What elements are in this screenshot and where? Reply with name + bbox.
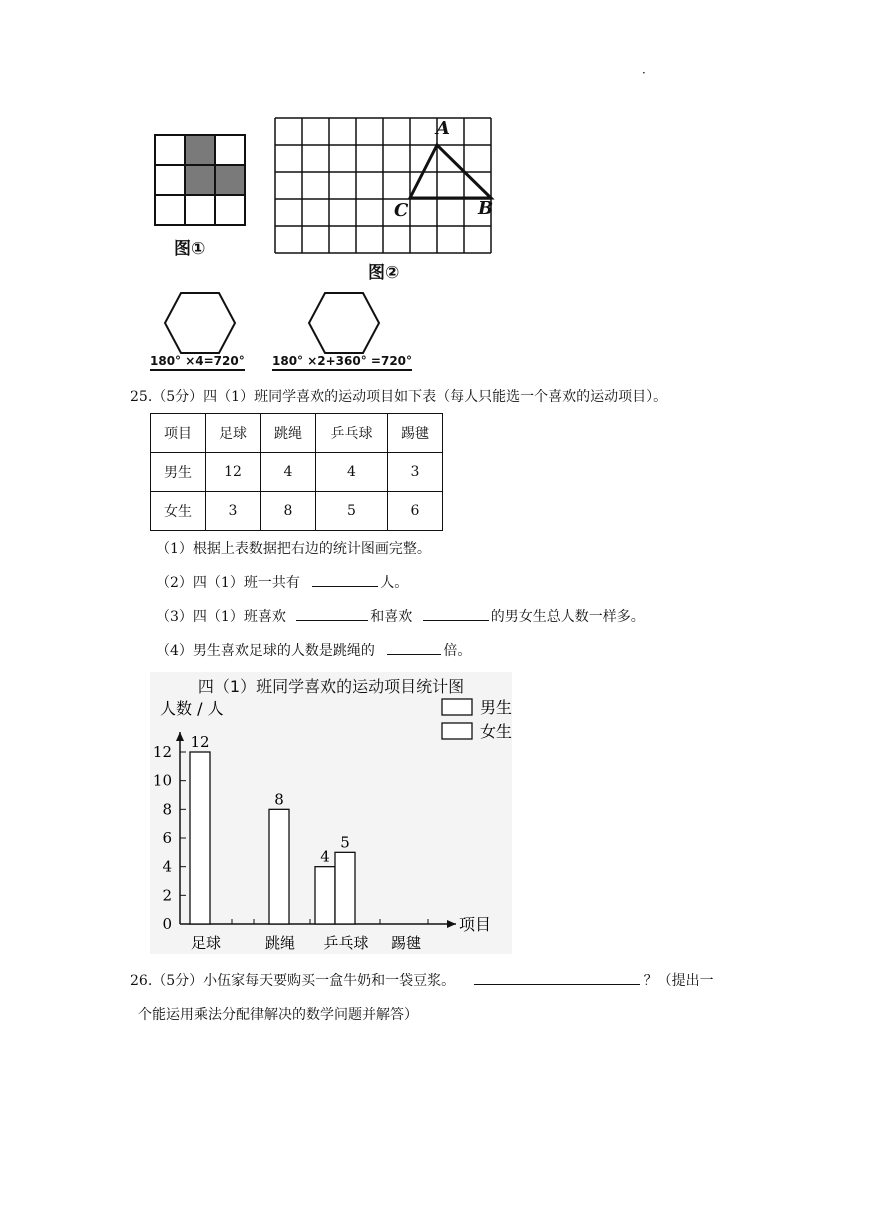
- q25-sub3-tail: 的男女生总人数一样多。: [490, 609, 645, 625]
- bar-value-label: 8: [274, 790, 284, 809]
- x-tick-label: 足球: [190, 934, 222, 952]
- y-tick-label: 2: [162, 886, 172, 905]
- figure2-grid: [272, 115, 496, 260]
- q25-sub4-text: （4）男生喜欢足球的人数是跳绳的: [156, 643, 375, 659]
- y-axis-label: 人数 / 人: [160, 699, 224, 718]
- table-cell: 12: [206, 453, 261, 492]
- bar-value-label: 12: [190, 733, 210, 751]
- table-cell: 4: [261, 453, 316, 492]
- chart-title: 四（1）班同学喜欢的运动项目统计图: [197, 677, 465, 696]
- y-tick-label: 8: [162, 800, 172, 819]
- sports-table: [150, 413, 443, 531]
- table-row: [151, 492, 443, 531]
- table-header-cell: 项目: [151, 414, 206, 453]
- legend-label: 男生: [480, 698, 512, 717]
- table-cell: 4: [316, 453, 388, 492]
- y-axis-arrow: [176, 732, 184, 741]
- y-tick-label: 0: [162, 915, 172, 933]
- y-tick-label: 10: [152, 771, 172, 790]
- q25-sub3-text: （3）四（1）班喜欢: [156, 609, 286, 625]
- q25-sub4-tail: 倍。: [443, 643, 472, 659]
- answer-blank[interactable]: [387, 640, 441, 655]
- table-header-cell: 踢毽: [388, 414, 443, 453]
- answer-blank[interactable]: [474, 970, 640, 985]
- x-tick-label: 踢毽: [390, 934, 422, 952]
- q25-title: 25.（5分）四（1）班同学喜欢的运动项目如下表（每人只能选一个喜欢的运动项目）。: [130, 389, 668, 405]
- q26-text: 26.（5分）小伍家每天要购买一盒牛奶和一袋豆浆。: [130, 973, 456, 989]
- figure1-grid: [152, 132, 248, 228]
- q25-sub2-text: （2）四（1）班一共有: [156, 575, 300, 591]
- q25-sub4: [156, 640, 471, 660]
- table-cell: 5: [316, 492, 388, 531]
- legend-label: 女生: [480, 722, 512, 741]
- table-cell: 8: [261, 492, 316, 531]
- y-tick-label: 12: [152, 743, 172, 761]
- q25-sub3-mid: 和喜欢: [370, 609, 413, 625]
- answer-blank[interactable]: [296, 606, 368, 621]
- bar: [190, 752, 210, 924]
- y-tick-label: 6: [162, 829, 172, 847]
- q25-sub2: [156, 572, 408, 592]
- table-cell: 3: [206, 492, 261, 531]
- q25-sub2-tail: 人。: [380, 575, 409, 591]
- point-a-label: A: [436, 118, 450, 139]
- y-tick-label: 4: [162, 857, 172, 876]
- shaded-cell: [186, 166, 214, 194]
- point-c-label: C: [394, 200, 409, 221]
- hexagon-right: [306, 290, 382, 356]
- shaded-cell: [216, 166, 244, 194]
- q26-line1: [130, 970, 714, 990]
- hexagon-left: [162, 290, 238, 356]
- bar-value-label: 5: [340, 833, 350, 852]
- page-mark: ·: [642, 66, 646, 80]
- table-row: [151, 453, 443, 492]
- figure2-label: 图②: [368, 263, 400, 283]
- x-tick-label: 跳绳: [264, 934, 296, 952]
- bar: [335, 852, 355, 924]
- table-cell: 6: [388, 492, 443, 531]
- x-tick-label: 乒乓球: [323, 934, 369, 952]
- q26-text-tail: ？（提出一: [643, 973, 714, 989]
- bar: [315, 867, 335, 924]
- x-axis-label: 项目: [459, 915, 492, 934]
- legend-swatch: [442, 723, 472, 739]
- point-b-label: B: [478, 198, 494, 219]
- shaded-cell: [186, 136, 214, 164]
- q25-sub3: [156, 606, 645, 626]
- legend-swatch: [442, 699, 472, 715]
- answer-blank[interactable]: [312, 572, 378, 587]
- bar-chart: [150, 672, 512, 954]
- q26-line2: 个能运用乘法分配律解决的数学问题并解答）: [138, 1007, 418, 1023]
- table-cell: 3: [388, 453, 443, 492]
- table-header-cell: 跳绳: [261, 414, 316, 453]
- formula-right: 180° ×2+360° =720°: [272, 354, 412, 371]
- answer-blank[interactable]: [423, 606, 489, 621]
- table-cell: 男生: [151, 453, 206, 492]
- x-axis-arrow: [447, 920, 456, 928]
- q25-sub1: （1）根据上表数据把右边的统计图画完整。: [156, 541, 431, 557]
- figure1-label: 图①: [174, 239, 206, 259]
- table-header-cell: 足球: [206, 414, 261, 453]
- bar-value-label: 4: [320, 847, 330, 866]
- table-cell: 女生: [151, 492, 206, 531]
- formula-left: 180° ×4=720°: [150, 354, 245, 371]
- table-header-cell: 乒乓球: [316, 414, 388, 453]
- table-header-row: [151, 414, 443, 453]
- bar: [269, 809, 289, 924]
